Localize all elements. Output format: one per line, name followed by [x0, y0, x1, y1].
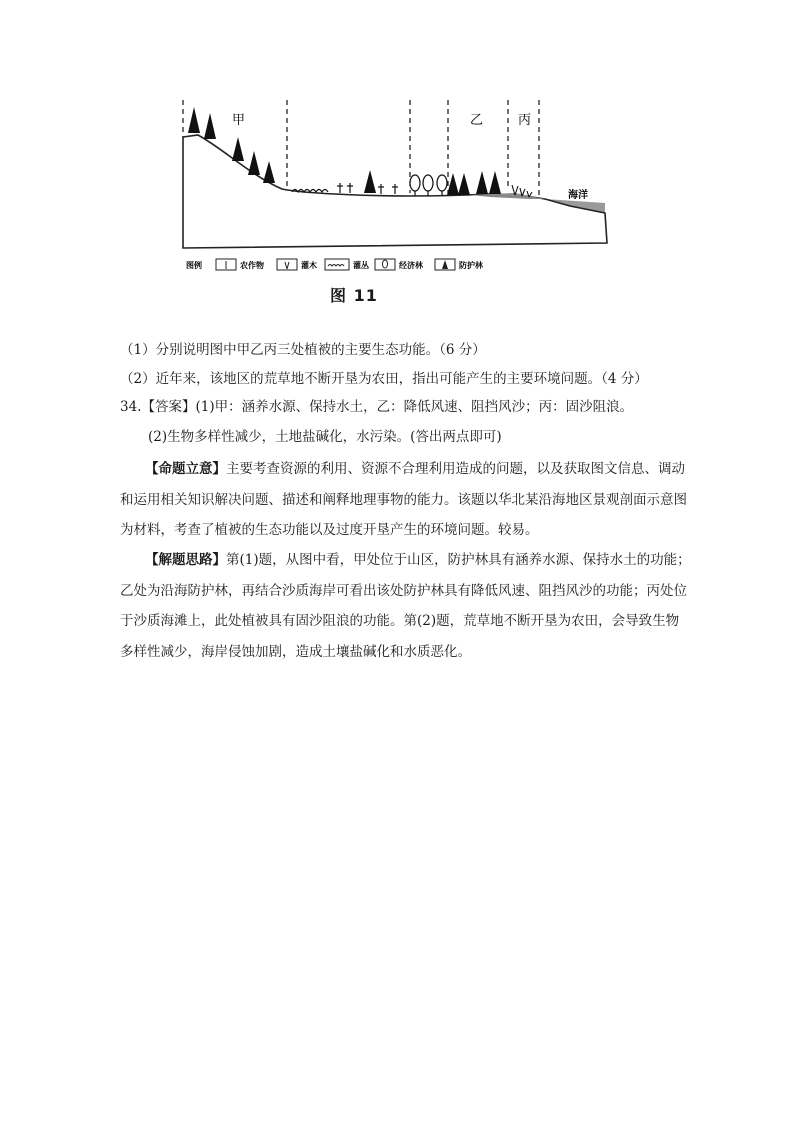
plain-conifer-icon [364, 170, 376, 193]
intent-paragraph [120, 454, 692, 546]
approach-tag: 【解题思路】 [145, 552, 226, 568]
legend-bush-label: 灌丛 [353, 261, 369, 270]
answer-line-1: 34.【答案】(1)甲：涵养水源、保持水土，乙：降低风速、阻挡风沙；丙：固沙阻浪。 [120, 399, 634, 415]
question-2: （2）近年来，该地区的荒草地不断开垦为农田，指出可能产生的主要环境问题。（4 分） [120, 371, 648, 387]
zone-yi-label: 乙 [470, 113, 484, 128]
answer-line-2: (2)生物多样性减少，土地盐碱化，水污染。(答出两点即可) [148, 429, 502, 445]
approach-text: 第(1)题，从图中看，甲处位于山区，防护林具有涵养水源、保持水土的功能；乙处为沿海防护林，再结合沙质海岸可看出该处防护林具有降低风速、阻挡风沙的功能；丙处位于沙质海滩上，此处植被具有固沙阻浪的功能。第(2)题，荒草地不断开垦为农田，会导致生物多样性减少，海岸侵蚀加剧，造成土壤盐碱化和水质恶化。 [120, 552, 691, 660]
profile-diagram [170, 95, 620, 275]
legend-title: 图例 [186, 261, 202, 270]
figure-caption: 图 11 [330, 286, 378, 305]
economic-forest-icon [410, 175, 447, 196]
legend-crops-label: 农作物 [240, 261, 264, 270]
shelter-forest-icon [447, 171, 501, 195]
sea-label: 海洋 [568, 190, 588, 201]
zone-jia-label: 甲 [232, 113, 246, 128]
legend-shelter-label: 防护林 [459, 261, 483, 270]
legend-shrub-label: 灌木 [301, 261, 317, 270]
legend [186, 259, 484, 270]
legend-economic-label: 经济林 [399, 261, 423, 270]
landscape-profile-figure [170, 95, 620, 275]
zone-bing-label: 丙 [518, 113, 532, 128]
shrubland-icon [292, 190, 328, 193]
approach-paragraph [120, 545, 692, 667]
intent-text: 主要考查资源的利用、资源不合理利用造成的问题，以及获取图文信息、调动和运用相关知识解决问题、描述和阐释地理事物的能力。该题以华北某沿海地区景观剖面示意图为材料，考查了植被的生态功能以及过度开垦产生的环境问题。较易。 [120, 461, 687, 538]
intent-tag: 【命题立意】 [145, 461, 226, 477]
question-1: （1）分别说明图中甲乙丙三处植被的主要生态功能。（6 分） [120, 342, 486, 358]
